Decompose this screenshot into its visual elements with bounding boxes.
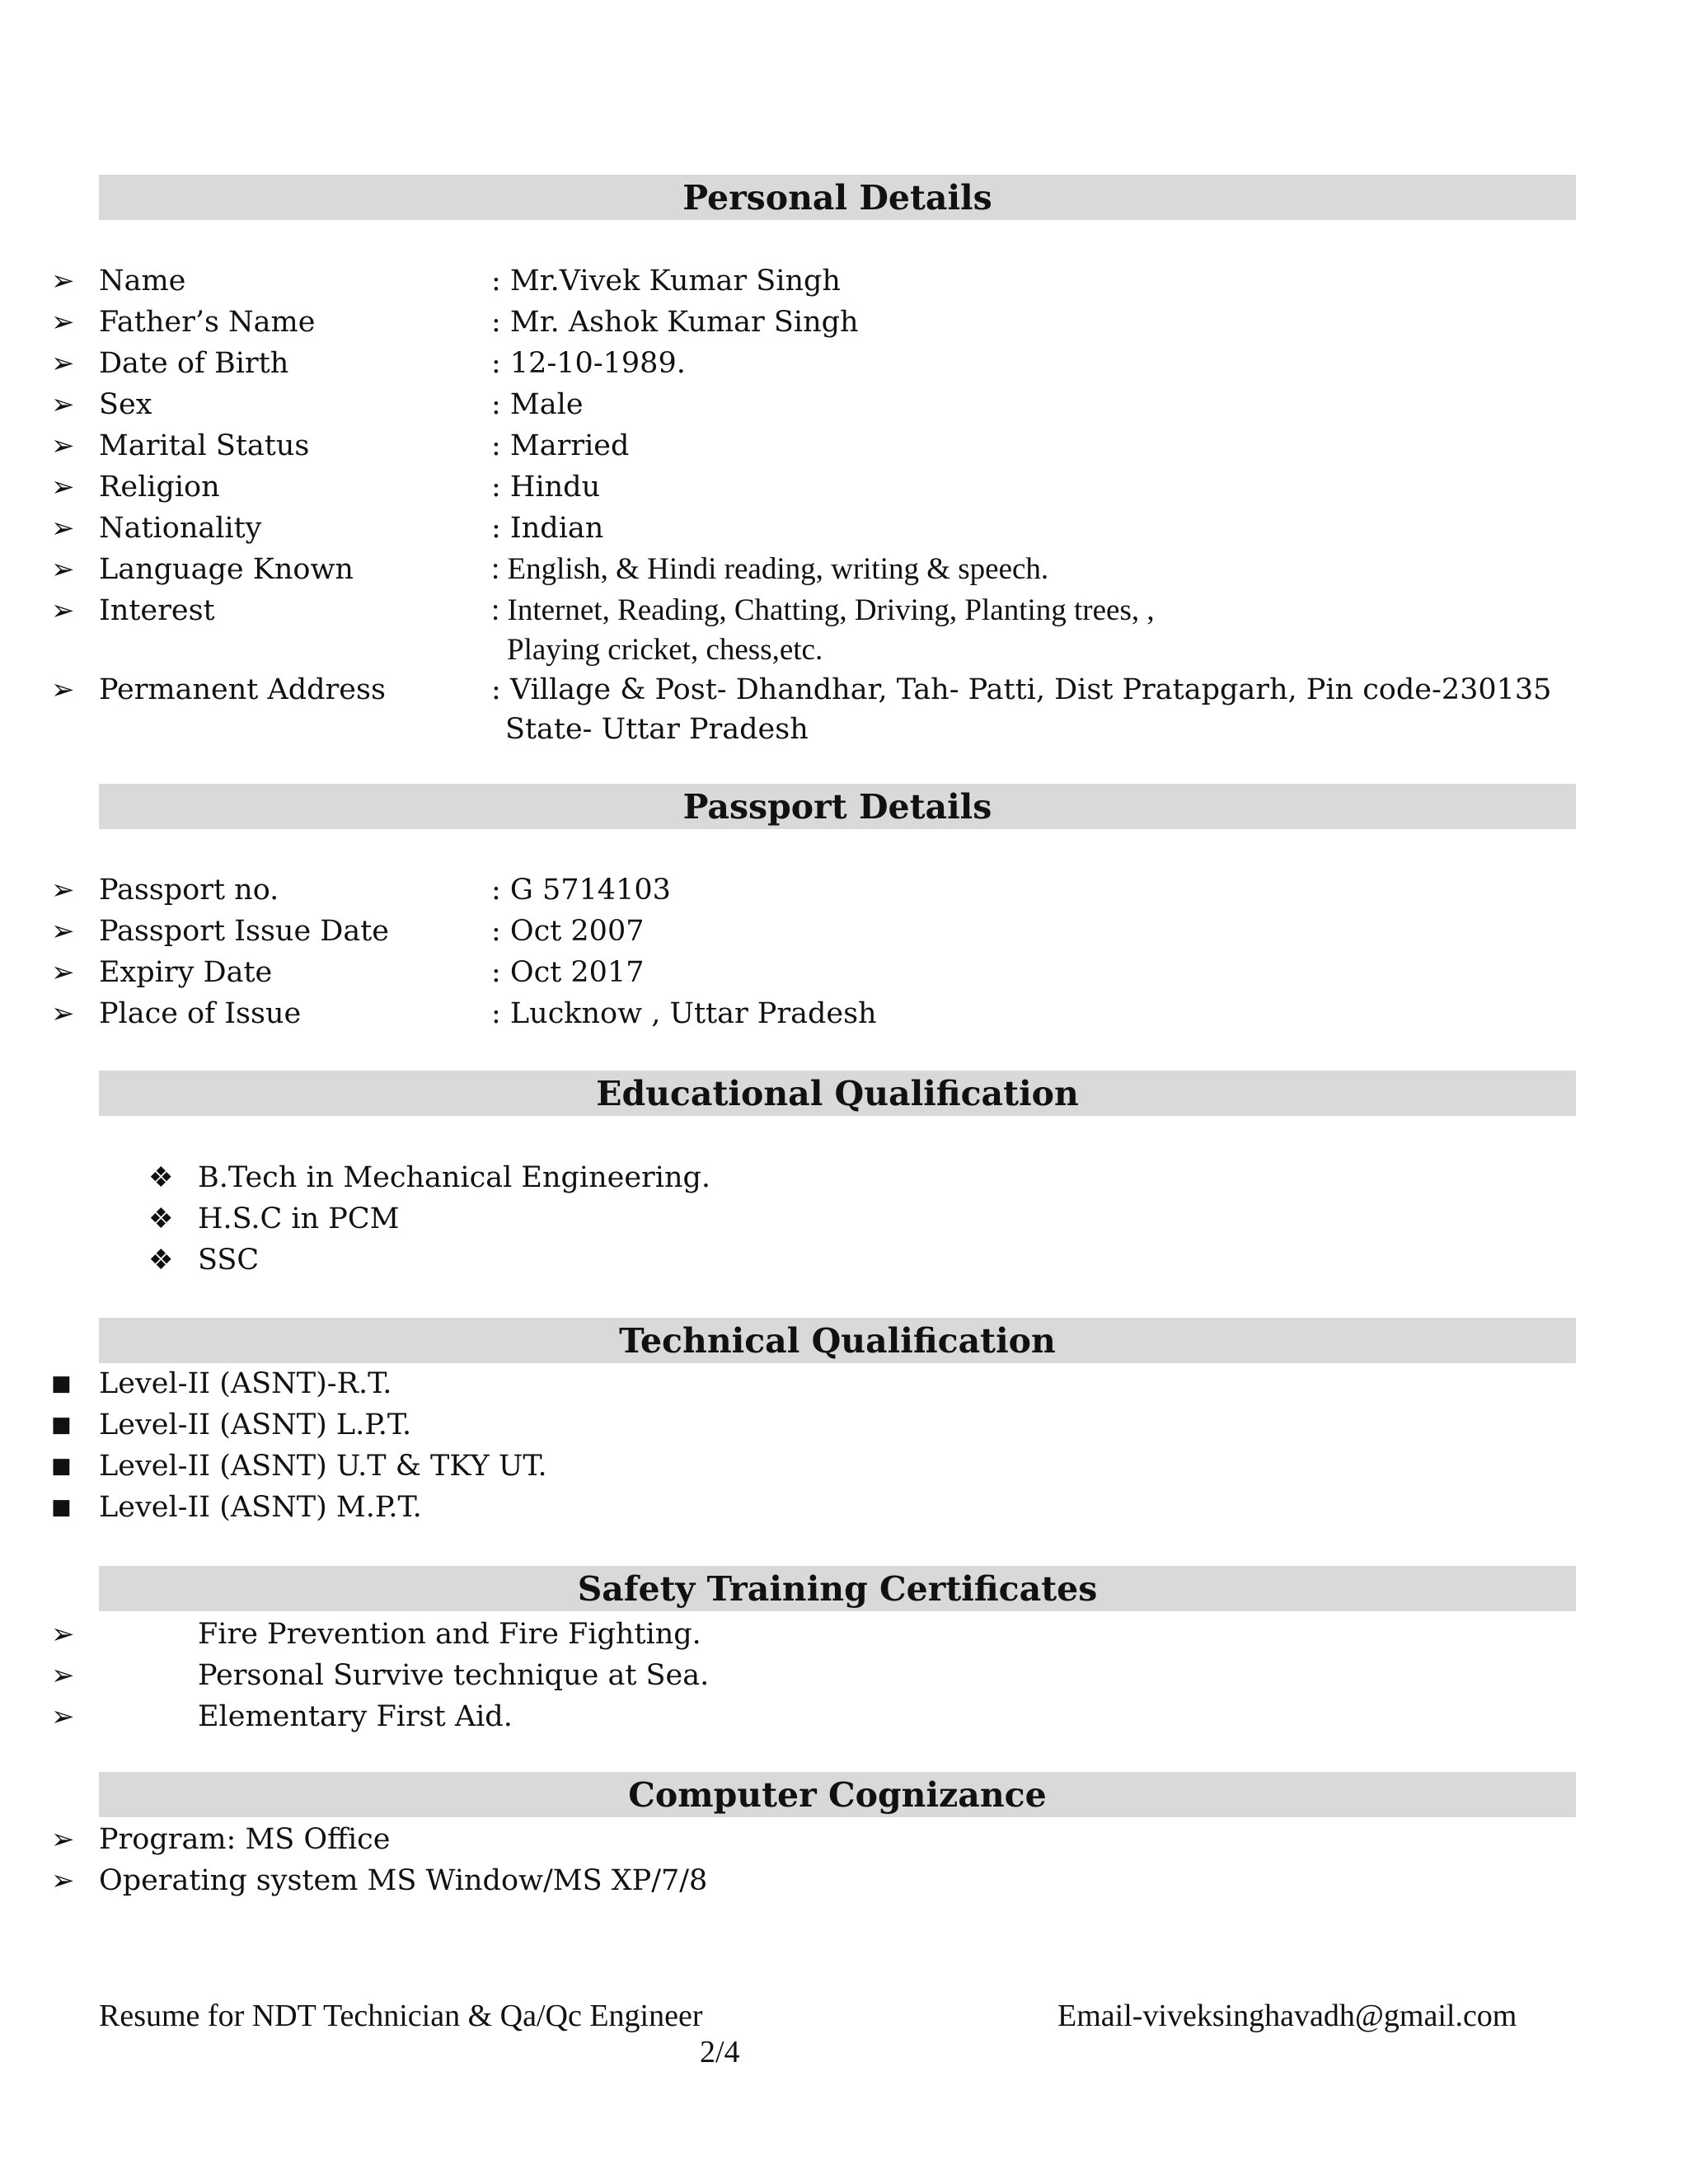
section-header-passport xyxy=(99,784,1576,829)
section-header-computer xyxy=(99,1772,1576,1817)
arrow-bullet-icon: ➢ xyxy=(51,594,75,627)
safety-list xyxy=(0,1614,1688,1737)
section-title: Personal Details xyxy=(682,177,992,218)
list-item: ➢ Marital Status : Married xyxy=(0,425,1688,466)
arrow-bullet-icon: ➢ xyxy=(51,347,75,380)
list-item: ➢ Religion : Hindu xyxy=(0,466,1688,508)
list-item: ■ Level-II (ASNT)-R.T. xyxy=(0,1363,1688,1404)
list-item: ■ Level-II (ASNT) U.T & TKY UT. xyxy=(0,1446,1688,1487)
education-list xyxy=(0,1157,1688,1281)
square-bullet-icon: ■ xyxy=(51,1454,72,1479)
list-item: ➢ Expiry Date : Oct 2017 xyxy=(0,952,1688,993)
page-number: 2/4 xyxy=(700,2035,740,2069)
arrow-bullet-icon: ➢ xyxy=(51,388,75,421)
list-item: ➢ Elementary First Aid. xyxy=(0,1696,1688,1737)
list-item: ➢ Passport no. : G 5714103 xyxy=(0,869,1688,911)
arrow-bullet-icon: ➢ xyxy=(51,306,75,339)
list-item: ■ Level-II (ASNT) L.P.T. xyxy=(0,1404,1688,1446)
section-header-personal xyxy=(99,175,1576,220)
list-item: ➢ Place of Issue : Lucknow , Uttar Pradesh xyxy=(0,993,1688,1034)
footer-title: Resume for NDT Technician & Qa/Qc Engineer xyxy=(99,1999,703,2033)
section-header-technical xyxy=(99,1318,1576,1363)
list-item: ➢ Name : Mr.Vivek Kumar Singh xyxy=(0,260,1688,302)
square-bullet-icon: ■ xyxy=(51,1371,72,1396)
arrow-bullet-icon: ➢ xyxy=(51,915,75,948)
list-item: ❖ SSC xyxy=(0,1240,1688,1281)
square-bullet-icon: ■ xyxy=(51,1413,72,1437)
list-item: ➢ Father’s Name : Mr. Ashok Kumar Singh xyxy=(0,302,1688,343)
arrow-bullet-icon: ➢ xyxy=(51,512,75,545)
footer-email: Email-viveksinghavadh@gmail.com xyxy=(1057,1999,1517,2033)
computer-list xyxy=(0,1819,1688,1901)
arrow-bullet-icon: ➢ xyxy=(51,1823,75,1856)
list-item: ➢ Date of Birth : 12-10-1989. xyxy=(0,343,1688,384)
passport-details-list xyxy=(0,869,1688,1034)
list-item: ➢ Personal Survive technique at Sea. xyxy=(0,1655,1688,1696)
arrow-bullet-icon: ➢ xyxy=(51,471,75,504)
arrow-bullet-icon: ➢ xyxy=(51,1659,75,1692)
square-bullet-icon: ■ xyxy=(51,1495,72,1520)
list-item: ➢ Passport Issue Date : Oct 2007 xyxy=(0,911,1688,952)
arrow-bullet-icon: ➢ xyxy=(51,997,75,1030)
section-title: Safety Training Certificates xyxy=(577,1568,1098,1609)
arrow-bullet-icon: ➢ xyxy=(51,1864,75,1897)
personal-details-list xyxy=(0,260,1688,748)
list-item: ❖ H.S.C in PCM xyxy=(0,1198,1688,1240)
list-item: ❖ B.Tech in Mechanical Engineering. xyxy=(0,1157,1688,1198)
diamond-bullet-icon: ❖ xyxy=(148,1202,174,1235)
arrow-bullet-icon: ➢ xyxy=(51,1700,75,1733)
section-header-safety xyxy=(99,1566,1576,1611)
list-item: ➢ Interest : Internet, Reading, Chatting, Driving, Planting trees, , Playing cricket, chess,etc. xyxy=(0,590,1688,669)
arrow-bullet-icon: ➢ xyxy=(51,874,75,907)
arrow-bullet-icon: ➢ xyxy=(51,265,75,298)
arrow-bullet-icon: ➢ xyxy=(51,429,75,462)
technical-list xyxy=(0,1363,1688,1528)
diamond-bullet-icon: ❖ xyxy=(148,1244,174,1277)
list-item: ➢ Program: MS Office xyxy=(0,1819,1688,1860)
list-item: ➢ Operating system MS Window/MS XP/7/8 xyxy=(0,1860,1688,1901)
section-title: Technical Qualification xyxy=(619,1320,1056,1361)
section-title: Computer Cognizance xyxy=(628,1774,1047,1815)
list-item: ➢ Fire Prevention and Fire Fighting. xyxy=(0,1614,1688,1655)
section-title: Passport Details xyxy=(682,786,992,827)
diamond-bullet-icon: ❖ xyxy=(148,1161,174,1194)
list-item: ➢ Nationality : Indian xyxy=(0,508,1688,549)
arrow-bullet-icon: ➢ xyxy=(51,673,75,706)
list-item: ■ Level-II (ASNT) M.P.T. xyxy=(0,1487,1688,1528)
list-item: ➢ Sex : Male xyxy=(0,384,1688,425)
section-title: Educational Qualification xyxy=(596,1073,1079,1113)
list-item: ➢ Language Known : English, & Hindi reading, writing & speech. xyxy=(0,549,1688,590)
arrow-bullet-icon: ➢ xyxy=(51,553,75,586)
list-item: ➢ Permanent Address : Village & Post- Dhandhar, Tah- Patti, Dist Pratapgarh, Pin code-230135 State- Uttar Pradesh xyxy=(0,669,1688,748)
arrow-bullet-icon: ➢ xyxy=(51,1618,75,1651)
section-header-education xyxy=(99,1071,1576,1116)
arrow-bullet-icon: ➢ xyxy=(51,956,75,989)
